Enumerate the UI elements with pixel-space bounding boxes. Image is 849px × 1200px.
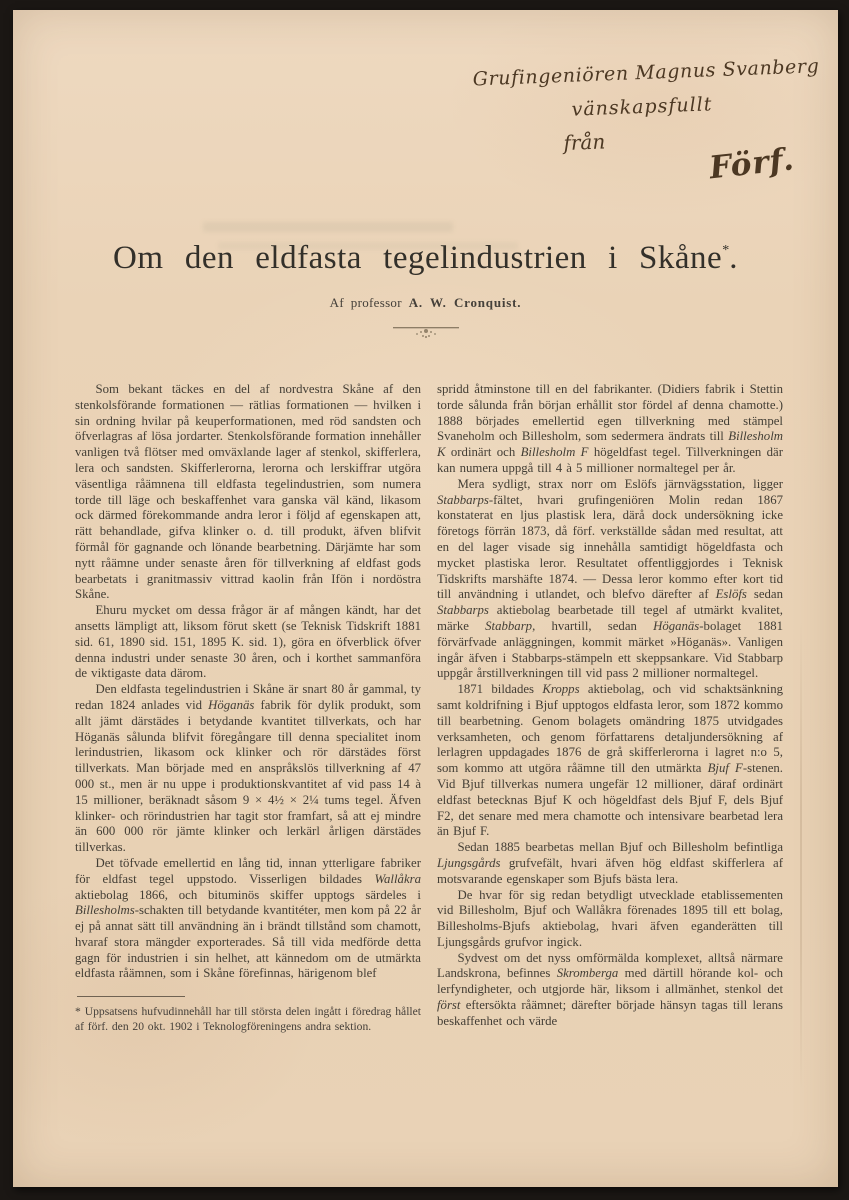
text-run-italic: Höganäs [653,618,700,633]
title-footnote-mark: * [722,243,730,258]
text-run: Det töfvade emellertid en lång tid, innan ytterligare fabriker för eldfast tegel uppstodo. Visserligen bildades [75,855,421,886]
byline-prefix: Af professor [329,295,402,310]
article-header [13,240,838,339]
paragraph [75,682,421,856]
text-run: aktiebolag, och vid schaktsänkning samt koldrifning i Bjuf upptogos eldfasta leror, som 1872 kommo till bearbetning. Genom bolagets omändring 1875 utvidgades verksamheten, och genom författarens detaljundersökning af lerlagren uppdagades 1876 de grå skifferlerorna i lagret n:o 5, som kommo att utgöra råämne till den utmärkta [437,682,783,776]
title-text: Om den eldfasta tegelindustrien i Skåne [113,240,723,276]
paragraph [437,682,783,840]
text-run-italic: Kropps [542,682,580,697]
title-period: . [729,240,738,276]
handwritten-dedication [472,55,820,187]
footnote [75,1005,421,1035]
text-run: -stenen. Vid Bjuf tillverkas numera ungefär 12 millioner, däraf ordinärt eldfast betecknas Bjuf K och högeldfast dels Bjuf F, dels Bjuf F2, det senare med mera chamotte och intensivare bearbetad lera än Bjuf F. [437,761,783,839]
paragraph [437,382,783,477]
document-paper [13,10,838,1187]
text-run-italic: först [437,998,461,1013]
text-run: med därtill hörande kol- och lerfyndigheter, och utgjorde här, liksom i allmänhet, stenkol det [437,966,783,997]
text-run-italic: Billesholm F [520,445,589,460]
paragraph [437,477,783,682]
divider-ornament [393,327,459,339]
article-title [13,240,838,277]
text-run: -fältet, hvari grufingeniören Molin redan 1867 konstaterat en ljus plastisk lera, därå dock undersökning icke företogs förrän 1873, då förf. verkställde sådan med resultat, att en del lager visade sig innehålla samtidigt högeldfasta och mycket plastiska leror. Resultatet offentliggjordes i Teknisk Tidskrifts marshäfte 1874. — Dessa leror kommo efter kort tid till användning i utlandet, och blefvo därefter af [437,492,783,602]
text-run-italic: Wallåkra [374,871,421,886]
text-run-italic: Billesholms [75,903,135,918]
left-column-text [75,382,421,982]
text-run-italic: Eslöfs [715,587,747,602]
paragraph [75,856,421,982]
text-run-italic: Stabbarps [437,603,489,618]
paragraph [437,840,783,887]
text-run: , hvartill, sedan [532,618,654,633]
text-run: Sedan 1885 bearbetas mellan Bjuf och Billesholm befintliga [457,840,783,855]
text-run: eftersökta råämnet; därefter började hänsyn tagas till lerans beskaffenhet och värde [437,998,783,1028]
bleed-through-ghost [203,222,453,232]
footnote-text: Uppsatsens hufvudinnehåll har till största delen ingått i föredrag hållet af förf. den 20 okt. 1902 i Teknologföreningens andra sektion. [75,1005,421,1034]
left-column [75,382,421,1035]
text-run: Den eldfasta tegelindustrien i Skåne är snart 80 år gammal, ty redan 1824 anlades vid [75,682,421,712]
text-run: 1871 bildades [457,682,543,697]
text-run: grufvefält, hvari äfven hög eldfast skifferlera af motsvarande egenskaper som Bjufs bästa lera. [437,855,783,886]
text-run: De hvar för sig redan betydligt utvecklade etablissementen vid Billesholm, Bjuf och Wallåkra förenades 1895 till ett bolag, Billesholms-Bjufs aktiebolag, hvari äfven eganderätten till Ljungsgårds grufvor ingick. [437,887,783,949]
paragraph [437,888,783,951]
text-run: Som bekant täckes en del af nordvestra Skåne af den stenkolsförande formationen — rätlias formationen — hvilken i sin ordning hvilar på keuperformationen, med röd sandsten och öfverlagras af lösa jordarter. Stenkolsförande formation innehåller vanligen två flötser med omväxlande lager af stenkol, skifferlera, lera och sandsten. Skifferlerorna, lerorna och lerskiffrar utgöra väsentliga råämnena till eldfasta tegelindustrien, som numera torde till läge och beskaffenhet vara ganska väl känd, likasom ock därmed förekommande andra leror i följd af egenskapen att, rätt behandlade, gifva klinker o. d. till produkt, äfven blifvit förmål för gagnande och lönande bearbetning. Därjämte har som nytt råämne under senaste åren för tillverkning af eldfast gods bearbetats i granitmassiv vittrad kaolin från Ifön i nordöstra Skåne. [75,382,421,602]
dedication-recipient: Grufingeniören Magnus Svanberg [472,55,820,91]
text-run: Ehuru mycket om dessa frågor är af mången kändt, har det ansetts lämpligt att, liksom förut skett (se Teknisk Tidskrift 1881 sid. 61, 1890 sid. 151, 1895 K. sid. 1), göra en öfverblick öfver denna industri under senaste 30 åren, och i korthet sammanföra de viktigaste data därom. [75,603,421,681]
text-run: ordinärt och [445,445,521,460]
byline-author: A. W. Cronquist. [408,295,522,310]
text-run-italic: Ljungsgårds [437,855,501,870]
text-run: -bolaget 1881 förvärfvade anläggningen, kommit märket »Höganäs». Vanligen ingår äfven i Stabbarps-stämpeln ett skeppsankare. Vid Stabbarp uppgår årstillverkningen till vid pass 2 millioner normaltegel. [437,618,783,681]
paragraph [437,951,783,1030]
byline [13,295,838,311]
paper-crease [800,620,802,1090]
body-columns [75,382,783,1035]
text-run: fabrik för dylik produkt, som allt jämt därstädes i betydande kvantitet tillverkats, och har Höganäs sålunda blifvit föregångare till denna specialitet inom lerindustrien, likasom ock klinker och rör därstädes först tillverkats. Man började med en anspråkslös tillverkning af 47 000 st., men är nu uppe i produktionskvantitet af vid pass 14 à 15 millioner, beräknadt såsom 9 × 4½ × 2¼ tums tegel. Äfven klinker- och rörindustrien har tagit stor framfart, så att ej mindre än 600 000 rör jämte klinker och lerkärl årligen därstädes tillverkas. [75,697,421,855]
text-run-italic: Billesholm K [437,429,783,460]
text-run-italic: Skromberga [556,966,619,981]
ornament-rule [393,327,459,328]
paragraph [75,382,421,603]
footnote-rule [77,996,185,997]
text-run: Sydvest om det nyss omförmälda komplexet, alltså närmare Landskrona, befinnes [437,950,783,981]
paragraph [75,603,421,682]
right-column-text [437,382,783,1030]
text-run: högeldfast tegel. Tillverkningen där kan numera uppgå till 4 à 5 millioner normaltegel per år. [437,445,783,475]
text-run-italic: Bjuf F [707,761,743,776]
text-run-italic: Stabbarps [437,492,489,507]
text-run-italic: Höganäs [208,697,255,712]
ornament-fleuron-icon [424,329,428,333]
text-run-italic: Stabbarp [485,618,533,633]
text-run: aktiebolag 1866, och bituminös skiffer upptogs särdeles i [75,887,421,902]
text-run: aktiebolag bearbetade till tegel af utmärkt kvalitet, märke [437,603,783,633]
footnote-mark: * [75,1005,81,1019]
dedication-from: från [562,129,606,156]
author-signature: Förf. [707,141,796,187]
right-column [437,382,783,1035]
text-run: -schakten till betydande kvantitéter, men kom på 22 år ej på annat sätt till användning än i brändt tillstånd som chamott, hvaraf stora mängder exporterades. Så till vida medförde detta gagn för industrien i sin helhet, att kännedom om de utmärkta eldfasta råämnen, som i Skåne förefinnas, härigenom blef [75,903,421,981]
dedication-greeting: vänskapsfullt [571,93,713,121]
text-run: spridd åtminstone till en del fabrikanter. (Didiers fabrik i Stettin torde sålunda från början erhållit stor fördel af denna chamotte.) 1888 börjades emellertid egen tillverkning med stämpel Svaneholm och Billesholm, som sedermera ändrats till [437,382,783,444]
text-run: Mera sydligt, strax norr om Eslöfs järnvägsstation, ligger [457,476,783,491]
text-run: sedan [746,587,784,602]
